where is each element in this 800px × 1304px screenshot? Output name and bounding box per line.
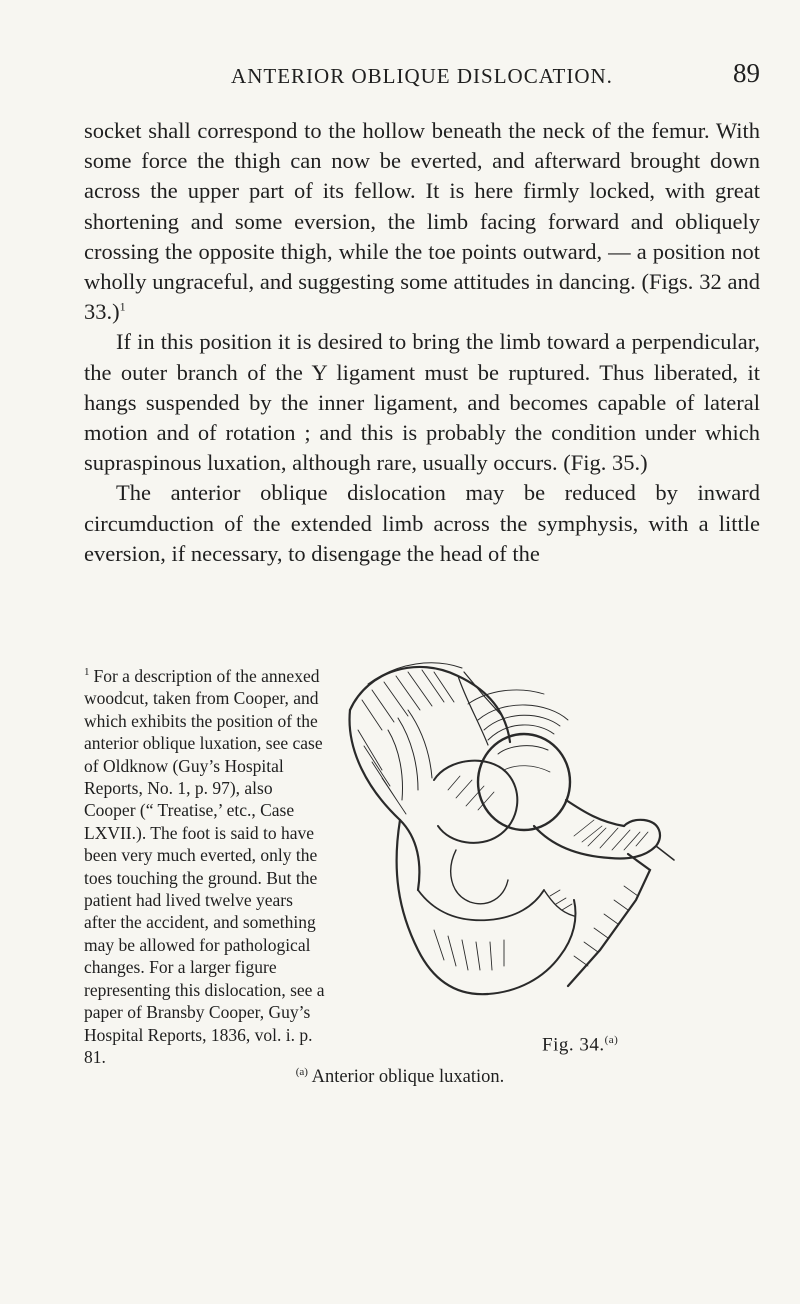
paragraph-3: The anterior oblique dislocation may be reduced by inward circumduction of the extended limb across the symphysis, with a little eversion, if necessary, to disengage the head of the (84, 480, 760, 566)
paragraph-1-text: socket shall correspond to the hollow beneath the neck of the femur. With some force the thigh can now be everted, and afterward brought down across the upper part of its fellow. It is here firmly locked, with great shortening and some eversion, the limb facing forward and obliquely crossing the opposite thigh, while the toe points outward, — a position not wholly ungraceful, and suggesting some attitudes in dancing. (Figs. 32 and 33.) (84, 118, 760, 325)
pelvis-femur-illustration (338, 650, 688, 1035)
footnote-mark: 1 (84, 666, 90, 679)
woodcut-figure (338, 650, 688, 1035)
figure-label (542, 1034, 702, 1056)
paragraph-2: If in this position it is desired to bring the limb toward a perpendicular, the outer branch of the Y ligament must be ruptured. Thus liberated, it hangs suspended by the inner ligament, and becomes capable of lateral motion and of rotation ; and this is probably the condition under which supraspinous luxation, although rare, usually occurs. (Fig. 35.) (84, 329, 760, 476)
footnote-ref[interactable]: 1 (119, 299, 126, 314)
main-text (84, 116, 760, 569)
figure-label-note: (a) (604, 1034, 619, 1046)
caption-mark: (a) (295, 1066, 308, 1078)
running-head: ANTERIOR OBLIQUE DISLOCATION. (231, 64, 613, 88)
caption-text: Anterior oblique luxation. (311, 1067, 505, 1088)
page-number: 89 (733, 58, 760, 88)
figure-caption (140, 1066, 660, 1088)
footnote (84, 665, 326, 1068)
paragraph-1 (84, 116, 760, 327)
figure-label-text: Fig. 34. (542, 1034, 605, 1056)
footnote-text: For a description of the annexed woodcut, taken from Cooper, and which exhibits the position of the anterior oblique luxation, see case of Oldknow (Guy’s Hospital Reports, No. 1, p. 97), also Cooper (“ Treatise,’ etc., Case LXVII.). The foot is said to have been very much everted, only the toes touching the ground. But the patient had lived twelve years after the accident, and something may be allowed for pathological changes. For a larger figure representing this dislocation, see a paper of Bransby Cooper, Guy’s Hospital Reports, 1836, vol. i. p. 81. (84, 666, 325, 1067)
